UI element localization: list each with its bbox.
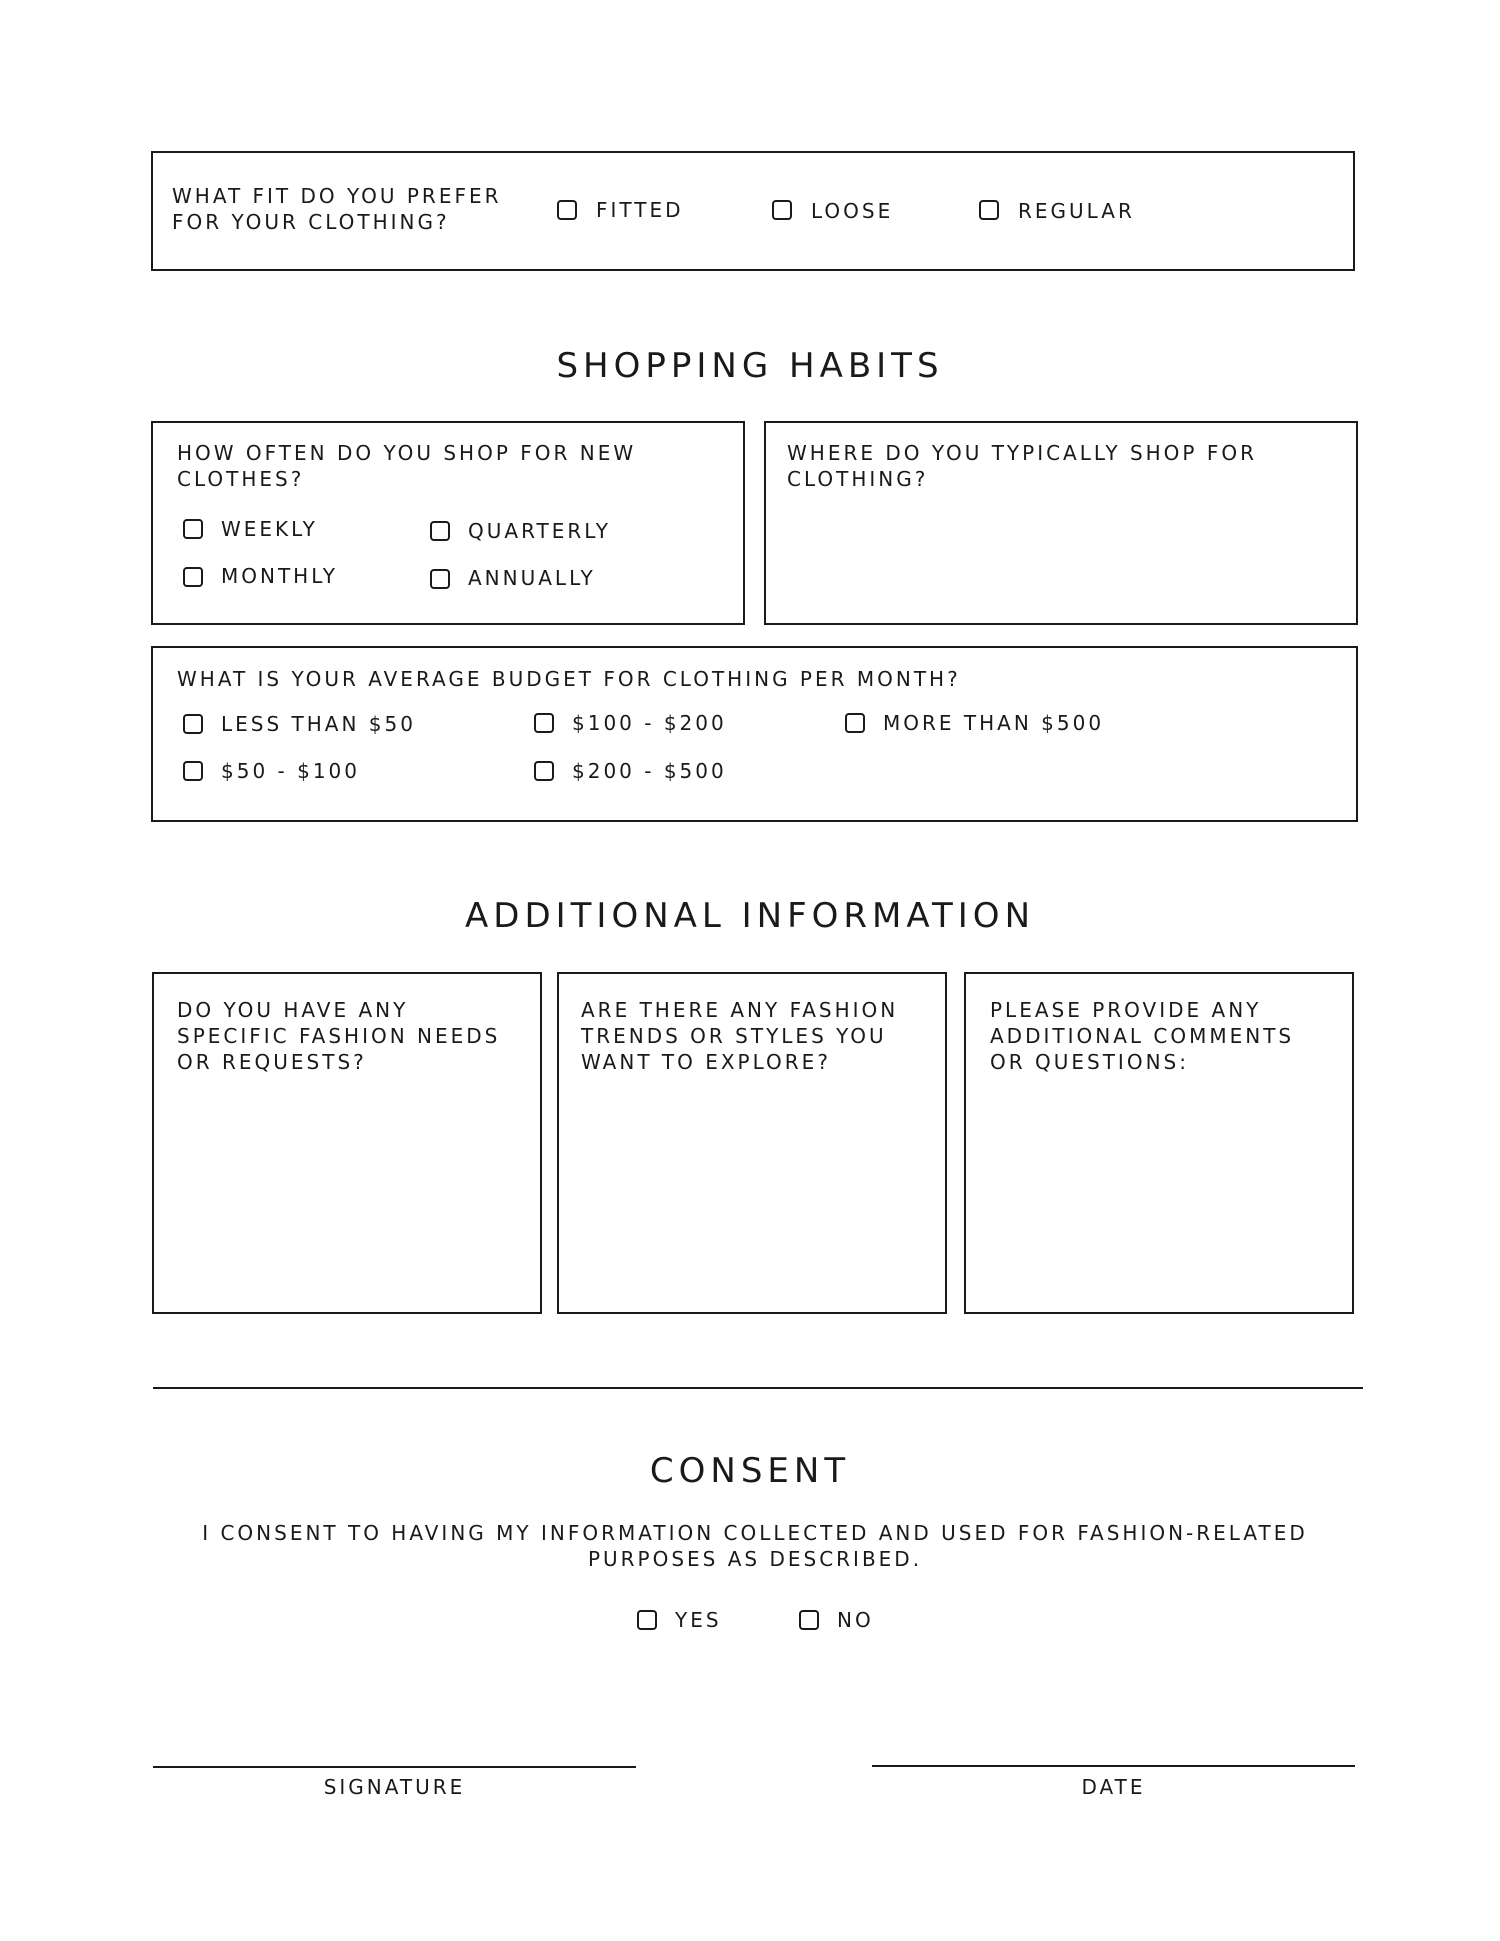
consent-statement: I CONSENT TO HAVING MY INFORMATION COLLECTED AND USED FOR FASHION-RELATED PURPOSES AS DESCRIBED.: [202, 1521, 1308, 1571]
quarterly-checkbox[interactable]: [430, 521, 450, 541]
shopping-habits-heading: SHOPPING HABITS: [556, 346, 944, 386]
date-line[interactable]: [872, 1765, 1355, 1767]
fitted-checkbox[interactable]: [557, 200, 577, 220]
consent-yes-checkbox[interactable]: [637, 1610, 657, 1630]
budget-question: WHAT IS YOUR AVERAGE BUDGET FOR CLOTHING PER MONTH?: [177, 667, 961, 691]
fashion-needs-question: DO YOU HAVE ANY SPECIFIC FASHION NEEDS OR REQUESTS?: [177, 998, 501, 1074]
shopping-frequency-question: HOW OFTEN DO YOU SHOP FOR NEW CLOTHES?: [177, 441, 637, 491]
budget-50-100-label: $50 - $100: [221, 759, 361, 783]
signature-line[interactable]: [153, 1766, 636, 1768]
date-label: DATE: [1081, 1775, 1146, 1799]
budget-50-100-checkbox[interactable]: [183, 761, 203, 781]
budget-more-than-500-checkbox[interactable]: [845, 713, 865, 733]
annually-label: ANNUALLY: [468, 566, 596, 590]
monthly-checkbox[interactable]: [183, 567, 203, 587]
regular-label: REGULAR: [1018, 199, 1135, 223]
monthly-label: MONTHLY: [221, 564, 338, 588]
fitted-label: FITTED: [596, 198, 684, 222]
annually-checkbox[interactable]: [430, 569, 450, 589]
signature-label: SIGNATURE: [323, 1775, 466, 1799]
fit-question: WHAT FIT DO YOU PREFER FOR YOUR CLOTHING?: [172, 184, 502, 234]
consent-yes-label: YES: [675, 1608, 722, 1632]
section-divider: [153, 1387, 1363, 1389]
budget-less-than-50-label: LESS THAN $50: [221, 712, 416, 736]
weekly-label: WEEKLY: [221, 517, 318, 541]
consent-no-checkbox[interactable]: [799, 1610, 819, 1630]
budget-200-500-checkbox[interactable]: [534, 761, 554, 781]
additional-information-heading: ADDITIONAL INFORMATION: [465, 896, 1035, 936]
regular-checkbox[interactable]: [979, 200, 999, 220]
weekly-checkbox[interactable]: [183, 519, 203, 539]
budget-more-than-500-label: MORE THAN $500: [883, 711, 1105, 735]
where-to-shop-question: WHERE DO YOU TYPICALLY SHOP FOR CLOTHING?: [787, 441, 1257, 491]
fashion-trends-question: ARE THERE ANY FASHION TRENDS OR STYLES YOU WANT TO EXPLORE?: [581, 998, 899, 1074]
additional-comments-question: PLEASE PROVIDE ANY ADDITIONAL COMMENTS OR QUESTIONS:: [990, 998, 1295, 1074]
loose-label: LOOSE: [811, 199, 894, 223]
budget-100-200-checkbox[interactable]: [534, 713, 554, 733]
budget-less-than-50-checkbox[interactable]: [183, 714, 203, 734]
budget-100-200-label: $100 - $200: [572, 711, 727, 735]
consent-no-label: NO: [837, 1608, 874, 1632]
quarterly-label: QUARTERLY: [468, 519, 611, 543]
consent-heading: CONSENT: [649, 1451, 851, 1491]
loose-checkbox[interactable]: [772, 200, 792, 220]
budget-200-500-label: $200 - $500: [572, 759, 727, 783]
